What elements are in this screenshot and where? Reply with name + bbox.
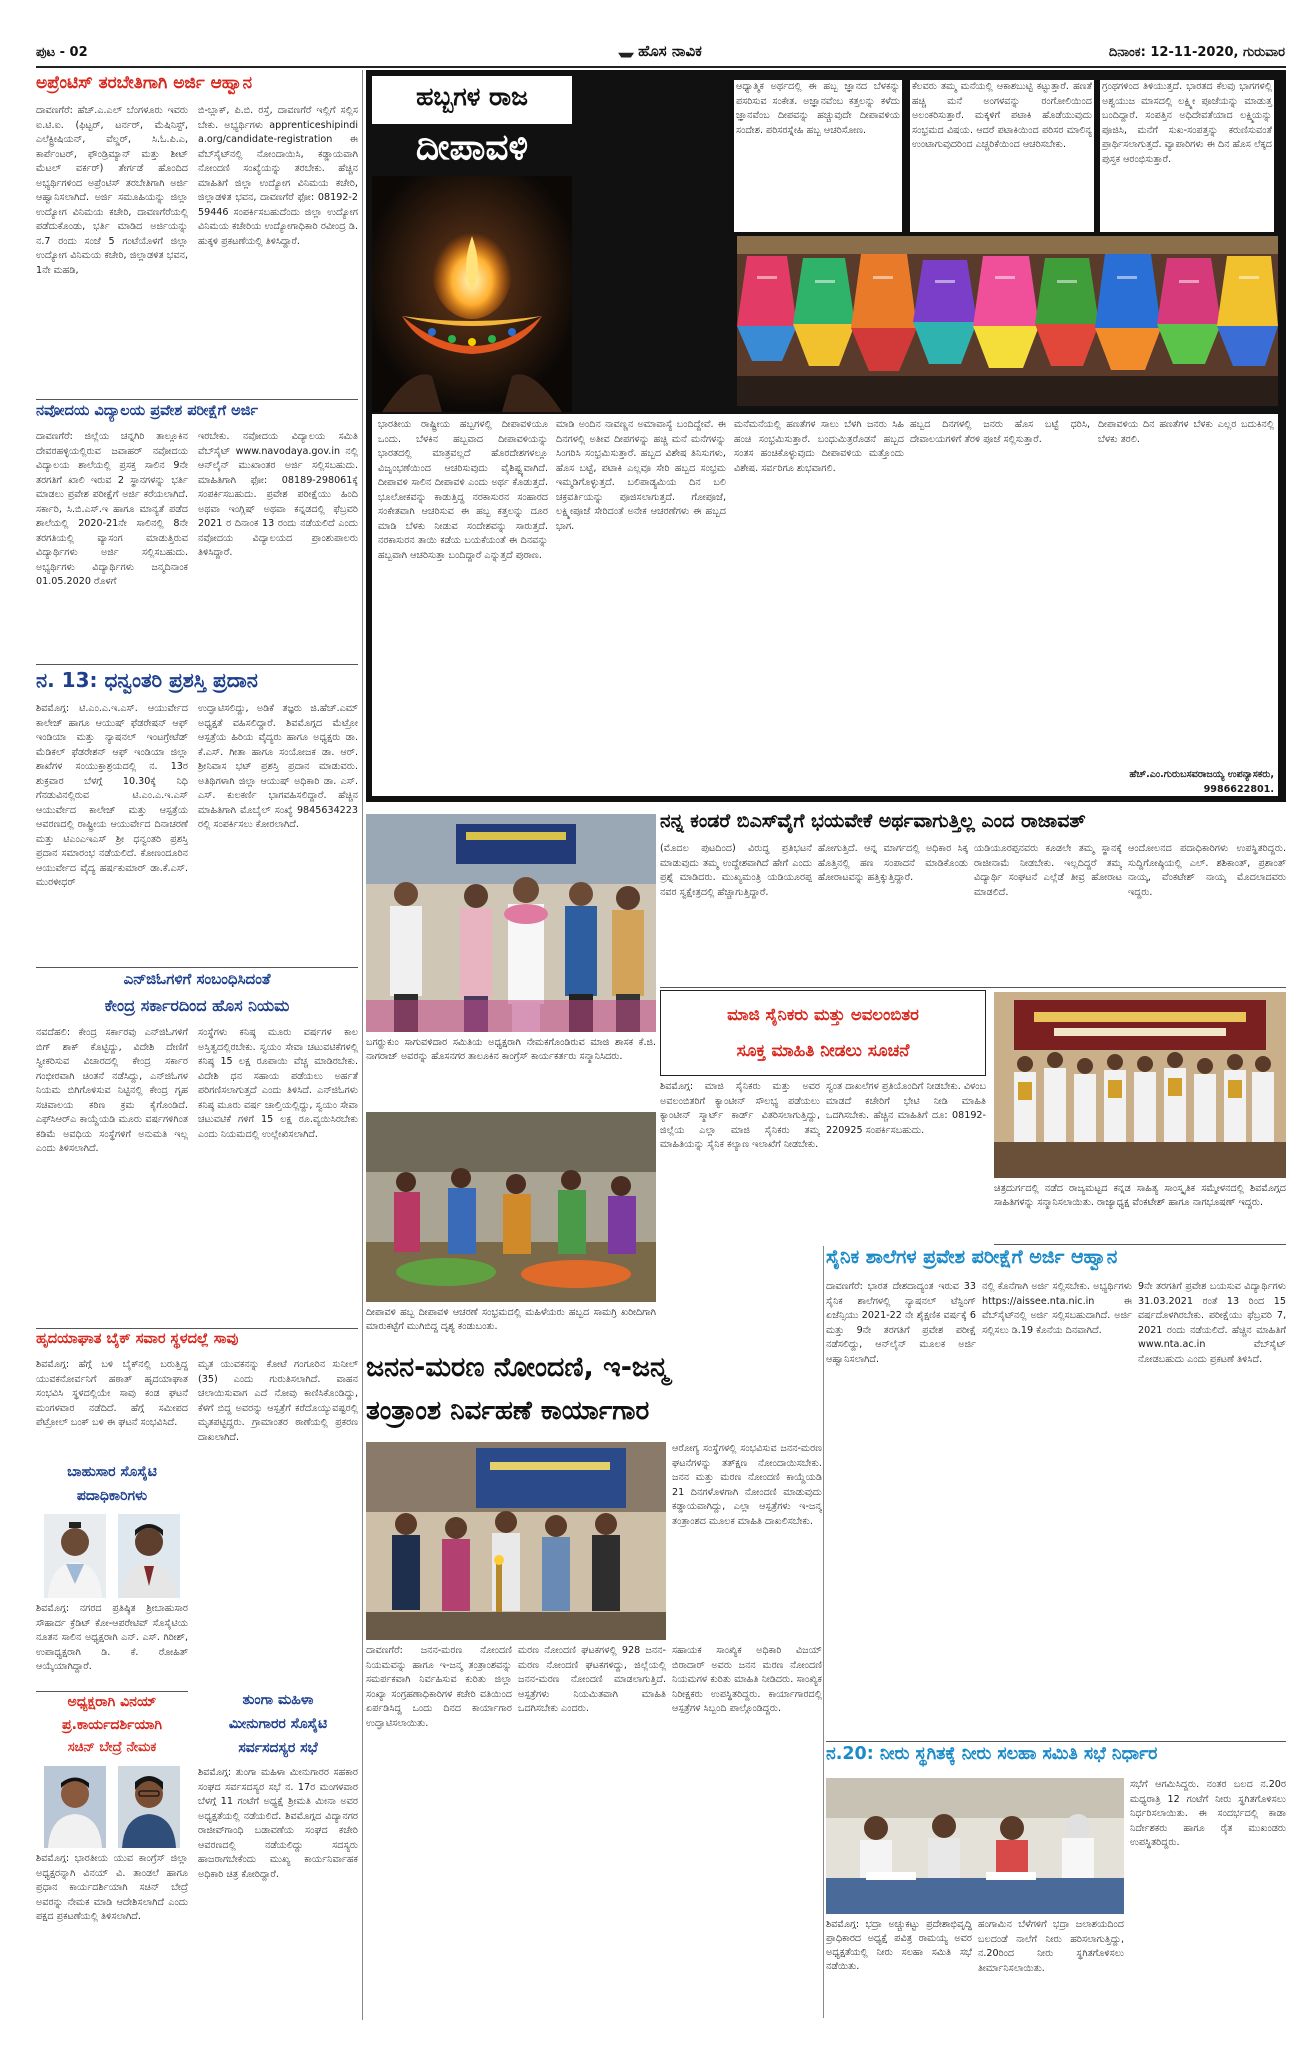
vinay-headline-3: ಸಚಿನ್ ಬೇದ್ರೆ ನೇಮಕ [67,1740,157,1755]
portrait-photo-2 [118,1514,180,1598]
deepavali-col-g: ದೀಪಾವಳಿಯ ದಿನ ಹಣತೆಗಳ ಬೆಳಕು ಎಲ್ಲರ ಬದುಕಿನಲ್ಲಿ ಬೆಳಕು ತರಲಿ. [1098,419,1274,445]
ship-logo-icon [618,46,634,58]
water-text-b: ಸಭೆಗೆ ಆಗಮಿಸಿದ್ದರು. ನಂತರ ಬಲದ ನ.20ರ ಮಧ್ಯರಾತ್ರಿ 12 ಗಂಟೆಗೆ ನೀರು ಸ್ಥಗಿತಗೊಳಿಸಲು ನಿರ್ಧರಿಸಲಾಯಿತು. ಈ ಸಂದರ್ಭದಲ್ಲಿ ಕಾಡಾ ನಿರ್ದೇಶಕರು ಹಾಗೂ ರೈತ ಮುಖಂಡರು ಉಪಸ್ಥಿತರಿದ್ದರು. [1130,1779,1286,1848]
bahusara-headline-2: ಪದಾಧಿಕಾರಿಗಳು [76,1488,148,1504]
janana-headline-1: ಜನನ-ಮರಣ ನೋಂದಣಿ, ಇ-ಜನ್ಮ [366,1352,669,1383]
soldiers-headline-box [660,990,986,1076]
ngo-text-left: ನವದೆಹಲಿ: ಕೇಂದ್ರ ಸರ್ಕಾರವು ಎನ್‍ಜಿಓಗಳಿಗೆ ಬಿಗ್ ಶಾಕ್ ಕೊಟ್ಟಿದ್ದು, ವಿದೇಶಿ ದೇಣಿಗೆ ಸ್ವೀಕರಿಸುವ ವಿಚಾರದಲ್ಲಿ ಕೇಂದ್ರ ಸರ್ಕಾರ ಗಂಭೀರವಾಗಿ ಚಿಂತನೆ ನಡೆಸಿದ್ದು, ಎನ್‍ಜಿಓಗಳ ನಿಯಮ ಬಿಗಿಗೊಳಿಸುವ ನಿಟ್ಟಿನಲ್ಲಿ ಕೇಂದ್ರ ಗೃಹ ಸಚಿವಾಲಯ ಕಠಿಣ ಕ್ರಮ ಕೈಗೊಂಡಿದೆ. ಎಫ್‍ಸಿಆರ್‍ಎ ಕಾಯ್ದೆಯಡಿ ಮೂರು ವರ್ಷಗಳಿಗಿಂತ ಕಡಿಮೆ ಅವಧಿಯ ಸಂಸ್ಥೆಗಳಿಗೆ ಅನುಮತಿ ಇಲ್ಲ ಎಂದು ತಿಳಿಸಲಾಗಿದೆ. [36,1027,188,1154]
page-number: ಪುಟ - 02 [36,45,88,60]
tunga-headline-1: ತುಂಗಾ ಮಹಿಳಾ [242,1692,314,1708]
deepavali-col-d: ಗ್ರಂಥಗಳಿಂದ ತಿಳಿಯುತ್ತದೆ. ಭಾರತದ ಕೆಲವು ಭಾಗಗಳಲ್ಲಿ ಅಶ್ವಯುಜ ಮಾಸದಲ್ಲಿ ಲಕ್ಷ್ಮೀ ಪೂಜೆಯನ್ನು ಮಾಡುತ್ತ ಬಂದಿದ್ದಾರೆ. ಸಂಪತ್ತಿನ ಅಧಿದೇವತೆಯಾದ ಲಕ್ಷ್ಮಿಯನ್ನು ಪೂಜಿಸಿ, ಮನೆಗೆ ಸುಖ-ಸಂಪತ್ತನ್ನು ಕರುಣಿಸುವಂತೆ ಪ್ರಾರ್ಥಿಸಲಾಗುತ್ತದೆ. ವ್ಯಾಪಾರಿಗಳು ಈ ದಿನ ಹೊಸ ಲೆಕ್ಕದ ಪುಸ್ತಕ ಆರಂಭಿಸುತ್ತಾರೆ. [1100,80,1274,232]
ngo-headline-1: ಎನ್‍ಜಿಓಗಳಿಗೆ ಸಂಬಂಧಿಸಿದಂತೆ [123,970,271,988]
janana-headline-2: ತಂತ್ರಾಂಶ ನಿರ್ವಹಣೆ ಕಾರ್ಯಾಗಾರ [366,1396,650,1426]
heart-attack-text-right: ಮೃತ ಯುವಕನನ್ನು ಕೋಟೆ ಗಂಗೂರಿನ ಸುನೀಲ್ (35) ಎಂದು ಗುರುತಿಸಲಾಗಿದೆ. ವಾಹನ ಚಲಾಯಿಸುವಾಗ ಎದೆ ನೋವು ಕಾಣಿಸಿಕೊಂಡಿದ್ದು, ಕೆಳಗೆ ಬಿದ್ದ ಅವರನ್ನು ಆಸ್ಪತ್ರೆಗೆ ಕರೆದೊಯ್ಯುವಷ್ಟರಲ್ಲಿ ಮೃತಪಟ್ಟಿದ್ದರು. ಗ್ರಾಮಾಂತರ ಠಾಣೆಯಲ್ಲಿ ಪ್ರಕರಣ ದಾಖಲಾಗಿದೆ. [198,1359,358,1443]
heart-attack-text-left: ಶಿವಮೊಗ್ಗ: ಹೆಗ್ಗೆ ಬಳಿ ಬೈಕ್‍ನಲ್ಲಿ ಬರುತ್ತಿದ್ದ ಯುವಕನೋರ್ವನಿಗೆ ಹಠಾತ್ ಹೃದಯಾಘಾತ ಸಂಭವಿಸಿ ಸ್ಥಳದಲ್ಲಿಯೇ ಸಾವು ಕಂಡ ಘಟನೆ ಮಂಗಳವಾರ ನಡೆದಿದೆ. ಹೆಗ್ಗೆ ಸಮೀಪದ ಪೆಟ್ರೋಲ್ ಬಂಕ್ ಬಳಿ ಈ ಘಟನೆ ಸಂಭವಿಸಿದೆ. [36,1359,188,1428]
water-caption: ಶಿವಮೊಗ್ಗ: ಭದ್ರಾ ಅಚ್ಚುಕಟ್ಟು ಪ್ರದೇಶಾಭಿವೃದ್ಧಿ ಪ್ರಾಧಿಕಾರದ ಅಧ್ಯಕ್ಷೆ ಪವಿತ್ರ ರಾಮಯ್ಯ ಅವರ ಅಧ್ಯಕ್ಷತೆಯಲ್ಲಿ ನೀರು ಸಲಹಾ ಸಮಿತಿ ಸಭೆ ನಡೆಯಿತು. [826,1919,972,1972]
navodaya-text-right: ಇರಬೇಕು. ನವೋದಯ ವಿದ್ಯಾಲಯ ಸಮಿತಿ ವೆಬ್‍ಸೈಟ್ www.navodaya.gov.in ನಲ್ಲಿ ಆನ್‍ಲೈನ್ ಮುಖಾಂತರ ಅರ್ಜಿ ಸಲ್ಲಿಸಬಹುದು. ಮಾಹಿತಿಗಾಗಿ ಫೋ: 08189-298061ಕ್ಕೆ ಸಂಪರ್ಕಿಸಬಹುದು. ಪ್ರವೇಶ ಪರೀಕ್ಷೆಯು ಹಿಂದಿ ಅಥವಾ ಇಂಗ್ಲಿಷ್ ಅಥವಾ ಕನ್ನಡದಲ್ಲಿ ಫೆಬ್ರವರಿ 2021 ರ ದಿನಾಂಕ 13 ರಂದು ನಡೆಯಲಿದೆ ಎಂದು ನವೋದಯ ವಿದ್ಯಾಲಯದ ಪ್ರಾಂಶುಪಾಲರು ತಿಳಿಸಿದ್ದಾರೆ. [198,431,358,558]
deepavali-title-2-box [372,124,572,172]
workshop-photo [366,1442,666,1640]
vinay-text: ಶಿವಮೊಗ್ಗ: ಭಾರತೀಯ ಯುವ ಕಾಂಗ್ರೆಸ್ ಜಿಲ್ಲಾ ಅಧ್ಯಕ್ಷರನ್ನಾಗಿ ವಿನಯ್ ವಿ. ತಾಂಡಲೆ ಹಾಗೂ ಪ್ರಧಾನ ಕಾರ್ಯದರ್ಶಿಯಾಗಿ ಸಚಿನ್ ಬೇದ್ರೆ ಅವರನ್ನು ನೇಮಕ ಮಾಡಿ ಆದೇಶಿಸಲಾಗಿದೆ ಎಂದು ಪಕ್ಷದ ಪ್ರಕಟಣೆಯಲ್ಲಿ ತಿಳಿಸಲಾಗಿದೆ. [36,1853,188,1922]
portrait-photo-4 [118,1766,180,1848]
janana-text-a: ದಾವಣಗೆರೆ: ಜನನ-ಮರಣ ನೋಂದಣಿ ನಿಯಮವನ್ನು ಹಾಗೂ ಇ-ಜನ್ಮ ತಂತ್ರಾಂಶವನ್ನು ಸಮರ್ಪಕವಾಗಿ ನಿರ್ವಹಿಸುವ ಕುರಿತು ಜಿಲ್ಲಾ ಸಂಖ್ಯಾ ಸಂಗ್ರಹಣಾಧಿಕಾರಿಗಳ ಕಚೇರಿ ವತಿಯಿಂದ ಏರ್ಪಡಿಸಿದ್ದ ಒಂದು ದಿನದ ಕಾರ್ಯಾಗಾರ ಉದ್ಘಾಟಿಸಲಾಯಿತು. [366,1645,512,1729]
apprentice-text-left: ದಾವಣಗೆರೆ: ಹೆಚ್.ಎ.ಎಲ್ ಬೆಂಗಳೂರು ಇವರು ಐ.ಟಿ.ಐ. (ಫಿಟ್ಟರ್, ಟರ್ನರ್, ಮೆಷಿನಿಸ್ಟ್, ಎಲೆಕ್ಟ್ರೀಷಿಯನ್, ವೆಲ್ಡರ್, ಸಿ.ಓ.ಪಿ.ಎ, ಕಾರ್ಪೆಂಟರ್, ಫೌಂಡ್ರಿಮ್ಯಾನ್ ಮತ್ತು ಶೀಟ್ ಮೆಟಲ್ ವರ್ಕರ್) ತೇರ್ಗಡೆ ಹೊಂದಿದ ಅಭ್ಯರ್ಥಿಗಳಿಂದ ಅಪ್ರೆಂಟಿಸ್ ತರಬೇತಿಗಾಗಿ ಅರ್ಜಿ ಆಹ್ವಾನಿಸಲಾಗಿದೆ. ಅರ್ಜಿ ಸಮೂಹಿಯನ್ನು ಜಿಲ್ಲಾ ಉದ್ಯೋಗ ವಿನಿಮಯ ಕಚೇರಿ, ದಾವಣಗೆರೆಯಲ್ಲಿ ಪಡೆದುಕೊಂಡು, ಭರ್ತಿ ಮಾಡಿದ ಅರ್ಜಿಯನ್ನು ನ.7 ರಂದು ಸಂಜೆ 5 ಗಂಟೆಯೊಳಗೆ ಜಿಲ್ಲಾ ಉದ್ಯೋಗ ವಿನಿಮಯ ಕಚೇರಿ, ಜಿಲ್ಲಾಡಳಿತ ಭವನ, 1ನೇ ಮಹಡಿ, [36,105,188,276]
issue-date: ದಿನಾಂಕ: 12-11-2020, ಗುರುವಾರ [1108,45,1285,60]
vinay-headline-2: ಪ್ರ.ಕಾರ್ಯದರ್ಶಿಯಾಗಿ [62,1717,162,1733]
felicitation-photo [366,814,656,1032]
navodaya-text-left: ದಾವಣಗೆರೆ: ಜಿಲ್ಲೆಯ ಚನ್ನಗಿರಿ ತಾಲ್ಲೂಕಿನ ದೇವರಹಳ್ಳಿಯಲ್ಲಿರುವ ಜವಾಹರ್ ನವೋದಯ ವಿದ್ಯಾಲಯ ಶಾಲೆಯಲ್ಲಿ ಪ್ರಸಕ್ತ ಸಾಲಿನ 9ನೇ ತರಗತಿಗೆ ಖಾಲಿ ಇರುವ 2 ಸ್ಥಾನಗಳನ್ನು ಭರ್ತಿ ಮಾಡಲು ಪ್ರವೇಶ ಪರೀಕ್ಷೆಗೆ ಅರ್ಜಿ ಕರೆಯಲಾಗಿದೆ. ಸರ್ಕಾರಿ, ಸಿ.ಬಿ.ಎಸ್.ಇ ಹಾಗೂ ಮಾನ್ಯತೆ ಪಡೆದ ಶಾಲೆಯಲ್ಲಿ 2020-21ನೇ ಸಾಲಿನಲ್ಲಿ 8ನೇ ತರಗತಿಯಲ್ಲಿ ವ್ಯಾಸಂಗ ಮಾಡುತ್ತಿರುವ ವಿದ್ಯಾರ್ಥಿಗಳು ಅರ್ಜಿ ಸಲ್ಲಿಸಬಹುದು. ಅಭ್ಯರ್ಥಿಗಳು ವಿದ್ಯಾರ್ಥಿಗಳು ಜನ್ಮದಿನಾಂಕ 01.05.2020 ರೊಳಗೆ [36,431,188,587]
lanterns-photo [737,236,1278,406]
apprentice-headline: ಅಪ್ರೆಂಟಿಸ್ ತರಬೇತಿಗಾಗಿ ಅರ್ಜಿ ಆಹ್ವಾನ [36,73,253,93]
water-meeting-photo [826,1778,1124,1914]
bahusara-headline-1: ಬಾಹುಸಾರ ಸೊಸೈಟಿ [67,1464,157,1480]
rajawat-headline: ನನ್ನ ಕಂಡರೆ ಬಿಎಸ್‍ವೈಗೆ ಭಯವೇಕೆ ಅರ್ಥವಾಗುತ್ತಿಲ್ಲ ಎಂದ ರಾಜಾವತ್ [660,810,1086,832]
tunga-text: ಶಿವಮೊಗ್ಗ: ತುಂಗಾ ಮಹಿಳಾ ಮೀನುಗಾರರ ಸಹಕಾರ ಸಂಘದ ಸರ್ವಸದಸ್ಯರ ಸಭೆ ನ. 17ರ ಮಂಗಳವಾರ ಬೆಳಗ್ಗೆ 11 ಗಂಟೆಗೆ ಅಧ್ಯಕ್ಷೆ ಶ್ರೀಮತಿ ಮೀನಾ ಅವರ ಅಧ್ಯಕ್ಷತೆಯಲ್ಲಿ ನಡೆಯಲಿದೆ. ಶಿವಮೊಗ್ಗದ ವಿದ್ಯಾನಗರ ರಾಜೀವ್‍ಗಾಂಧಿ ಬಡಾವಣೆಯ ಸಂಘದ ಕಚೇರಿ ಆವರಣದಲ್ಲಿ ನಡೆಯಲಿದ್ದು ಸದಸ್ಯರು ಹಾಜರಾಗಬೇಕೆಂದು ಮುಖ್ಯ ಕಾರ್ಯನಿರ್ವಾಹಕ ಅಧಿಕಾರಿ ಚಿತ್ರ ಕೋರಿದ್ದಾರೆ. [198,1767,358,1880]
deepavali-col-c: ಆಧ್ಯಾತ್ಮಿಕ ಅರ್ಥದಲ್ಲಿ ಈ ಹಬ್ಬ ಜ್ಞಾನದ ಬೆಳಕನ್ನು ಪಸರಿಸುವ ಸಂಕೇತ. ಅಜ್ಞಾನವೆಂಬ ಕತ್ತಲನ್ನು ಕಳೆದು ಜ್ಞಾನವೆಂಬ ದೀಪವನ್ನು ಹಚ್ಚುವುದೇ ದೀಪಾವಳಿಯ ಸಂದೇಶ. ಪರಿಸರಸ್ನೇಹಿ ಹಬ್ಬ ಆಚರಿಸೋಣ. [734,80,902,232]
bahusara-text: ಶಿವಮೊಗ್ಗ: ನಗರದ ಪ್ರತಿಷ್ಠಿತ ಶ್ರೀಬಾಹುಸಾರ ಸೌಹಾರ್ದ ಕ್ರೆಡಿಟ್ ಕೋ-ಆಪರೇಟಿವ್ ಸೊಸೈಟಿಯ ನೂತನ ಸಾಲಿನ ಅಧ್ಯಕ್ಷರಾಗಿ ಎನ್. ಎಸ್. ಗಿರೀಶ್, ಉಪಾಧ್ಯಕ್ಷರಾಗಿ ಡಿ. ಕೆ. ರೋಹಿತ್ ಆಯ್ಕೆಯಾಗಿದ್ದಾರೆ. [36,1603,188,1672]
dhanvantari-text-left: ಶಿವಮೊಗ್ಗ: ಟಿ.ಎಂ.ಎ.ಇ.ಎಸ್. ಆಯುರ್ವೇದ ಕಾಲೇಜ್ ಹಾಗೂ ಆಯುಷ್ ಫೆಡರೇಷನ್ ಆಫ್ ಇಂಡಿಯಾ ಮತ್ತು ನ್ಯಾಷನಲ್ ಇಂಟಗ್ರೇಟೆಡ್ ಮೆಡಿಕಲ್ ಫೆಡರೇಶನ್ ಆಫ್ ಇಂಡಿಯಾ ಜಿಲ್ಲಾ ಶಾಖೆಗಳ ಸಂಯುಕ್ತಾಶ್ರಯದಲ್ಲಿ ನ. 13ರ ಶುಕ್ರವಾರ ಬೆಳಗ್ಗೆ 10.30ಕ್ಕೆ ನಿಧಿ ಗೆನಡುವಿನಲ್ಲಿರುವ ಟಿ.ಎಂ.ಎ.ಇ.ಎಸ್ ಆಯುರ್ವೇದ ಕಾಲೇಜ್ ಮತ್ತು ಆಸ್ಪತ್ರೆಯ ಆವರಣದಲ್ಲಿ ರಾಷ್ಟ್ರೀಯ ಆಯುರ್ವೇದ ದಿನಾಚರಣೆ ಮತ್ತು ಟಿಎಂಎಇಎಸ್ ಶ್ರೀ ಧನ್ವಂತರಿ ಪ್ರಶಸ್ತಿ ಪ್ರದಾನ ಸಮಾರಂಭ ನಡೆಯಲಿದೆ. ಕೋಣಂದೂರಿನ ಆಯುರ್ವೇದ ವೈದ್ಯ ಹರ್ಷಕುಮಾರ್ ಡಾ.ಕೆ.ಎಸ್. ಮುರಳೀಧರ್ [36,703,188,888]
felicitation-caption: ಬಗರ್‍ಹುಕುಂ ಸಾಗುವಳಿದಾರ ಸಮಿತಿಯ ಅಧ್ಯಕ್ಷರಾಗಿ ನೇಮಕಗೊಂಡಿರುವ ಮಾಜಿ ಶಾಸಕ ಕೆ.ಜಿ. ನಾಗರಾಜ್ ಅವರನ್ನು ಹೊಸನಗರ ತಾಲೂಕಿನ ಕಾಂಗ್ರೆಸ್ ಕಾರ್ಯಕರ್ತರು ಸನ್ಮಾನಿಸಿದರು. [366,1037,656,1062]
water-text-a: ಹಂಗಾಮಿನ ಬೆಳೆಗಳಿಗೆ ಭದ್ರಾ ಜಲಾಶಯದಿಂದ ಬಲದಂಡೆ ನಾಲೆಗೆ ನೀರು ಹರಿಸಲಾಗುತ್ತಿದ್ದು, ನ.20ರಿಂದ ನೀರು ಸ್ಥಗಿತಗೊಳಿಸಲು ತೀರ್ಮಾನಿಸಲಾಯಿತು. [978,1919,1124,1974]
vinay-headline-1: ಅಧ್ಯಕ್ಷರಾಗಿ ವಿನಯ್ [67,1694,157,1710]
portrait-photo-1 [44,1514,106,1598]
rajawat-text-c: ಯಡಿಯೂರಪ್ಪನವರು ಕೂಡಲೇ ತಮ್ಮ ಸ್ಥಾನಕ್ಕೆ ರಾಜೀನಾಮೆ ನೀಡಬೇಕು. ಇಲ್ಲದಿದ್ದರೆ ತಮ್ಮ ವಿದ್ಯಾರ್ಥಿ ಸಂಘಟನೆ ಎಲ್ಲೆಡೆ ತೀವ್ರ ಹೋರಾಟ ಮಾಡಲಿದೆ. [974,843,1122,898]
rajawat-text-b: ಹೋಗುತ್ತಿದೆ. ಆನ್ನ ಮಾರ್ಗದಲ್ಲಿ ಅಧಿಕಾರ ಸಿಕ್ಕ ಹೊತ್ತಿನಲ್ಲಿ ಹಣ ಸಂಪಾದನೆ ಮಾಡಿಕೊಂಡು ಹೋರಾಟವನ್ನು ಹತ್ತಿಕ್ಕುತ್ತಿದ್ದಾರೆ. [818,843,968,883]
deepavali-byline: ಹೆಚ್.ಎಂ.ಗುರುಬಸವರಾಜಯ್ಯ ಉಪನ್ಯಾಸಕರು, 9986622801. [1129,769,1274,795]
ngo-headline-2: ಕೇಂದ್ರ ಸರ್ಕಾರದಿಂದ ಹೊಸ ನಿಯಮ [104,996,290,1015]
soldiers-headline-2: ಸೂಕ್ತ ಮಾಹಿತಿ ನೀಡಲು ಸೂಚನೆ [736,1041,910,1061]
dhanvantari-headline: ನ. 13: ಧನ್ವಂತರಿ ಪ್ರಶಸ್ತಿ ಪ್ರದಾನ [36,668,258,692]
apprentice-text-right: ಬಿ-ಬ್ಲಾಕ್, ಪಿ.ಬಿ. ರಸ್ತೆ, ದಾವಣಗೆರೆ ಇಲ್ಲಿಗೆ ಸಲ್ಲಿಸಬೇಕು. ಅಭ್ಯರ್ಥಿಗಳು apprenticeshipindia.org/candidate-registration ಈ ವೆಬ್‍ಸೈಟ್‍ನಲ್ಲಿ ನೋಂದಾಯಿಸಿ, ಕಡ್ಡಾಯವಾಗಿ ನೋಂದಣಿ ಸಂಖ್ಯೆಯನ್ನು ತರಬೇಕು. ಹೆಚ್ಚಿನ ಮಾಹಿತಿಗೆ ಜಿಲ್ಲಾ ಉದ್ಯೋಗ ವಿನಿಮಯ ಕಚೇರಿ, ಜಿಲ್ಲಾಡಳಿತ ಭವನ, ದಾವಣಗೆರೆ ಫೋ: 08192-259446 ಸಂಪರ್ಕಿಸಬಹುದೆಂದು ಜಿಲ್ಲಾ ಉದ್ಯೋಗ ವಿನಿಮಯ ಕಚೇರಿಯ ಉದ್ಯೋಗಾಧಿಕಾರಿ ರವೀಂದ್ರ ಡಿ. ಹುಕ್ಕಳಿ ಪ್ರಕಟಣೆಯಲ್ಲಿ ತಿಳಿಸಿದ್ದಾರೆ. [198,105,358,247]
deepavali-col-c2: ಕೆಲವರು ತಮ್ಮ ಮನೆಯಲ್ಲಿ ಆಕಾಶಬುಟ್ಟಿ ಕಟ್ಟುತ್ತಾರೆ. ಹಣತೆ ಹಚ್ಚಿ ಮನೆ ಅಂಗಳವನ್ನು ರಂಗೋಲಿಯಿಂದ ಅಲಂಕರಿಸುತ್ತಾರೆ. ಮಕ್ಕಳಿಗೆ ಪಟಾಕಿ ಹೊಡೆಯುವುದು ಸಂಭ್ರಮದ ವಿಷಯ. ಆದರೆ ಪಟಾಕಿಯಿಂದ ಪರಿಸರ ಮಾಲಿನ್ಯ ಉಂಟಾಗುವುದರಿಂದ ಎಚ್ಚರಿಕೆಯಿಂದ ಆಚರಿಸಬೇಕು. [910,80,1094,232]
rajawat-text-a: (ಮೊದಲ ಪುಟದಿಂದ) ವಿರುದ್ಧ ಪ್ರತಿಭಟನೆ ಮಾಡುವುದು ತಮ್ಮ ಉದ್ದೇಶವಾಗಿದೆ ಹೇಗೆ ಎಂದು ಪ್ರಶ್ನೆ ಮಾಡಿದರು. ಮುಖ್ಯಮಂತ್ರಿ ಯಡಿಯೂರಪ್ಪ ನವರ ಸ್ವಕ್ಷೇತ್ರದಲ್ಲಿ ಹೆಚ್ಚಾಗುತ್ತಿದ್ದಾರೆ. [660,843,812,898]
sainik-text-b: ನಲ್ಲಿ ಕೊನೆಗಾಗಿ ಅರ್ಜಿ ಸಲ್ಲಿಸಬೇಕು. ಅಭ್ಯರ್ಥಿಗಳು https://aissee.nta.nic.in ಈ ವೆಬ್‍ಸೈಟ್‍ನಲ್ಲಿ ಅರ್ಜಿ ಸಲ್ಲಿಸಬಹುದಾಗಿದೆ. ಅರ್ಜಿ ಸಲ್ಲಿಸಲು ಡಿ.19 ಕೊನೆಯ ದಿನವಾಗಿದೆ. [982,1281,1132,1336]
market-photo [366,1112,656,1302]
soldiers-text-a: ಶಿವಮೊಗ್ಗ: ಮಾಜಿ ಸೈನಿಕರು ಮತ್ತು ಅವರ ಅವಲಂಬಿತರಿಗೆ ಕ್ಯಾಂಟೀನ್ ಸೌಲಭ್ಯ ಪಡೆಯಲು ಕ್ಯಾಂಟೀನ್ ಸ್ಮಾರ್ಟ್ ಕಾರ್ಡ್ ವಿತರಿಸಲಾಗುತ್ತಿದ್ದು, ಜಿಲ್ಲೆಯ ಎಲ್ಲಾ ಮಾಜಿ ಸೈನಿಕರು ತಮ್ಮ ಮಾಹಿತಿಯನ್ನು ಸೈನಿಕ ಕಲ್ಯಾಣ ಇಲಾಖೆಗೆ ನೀಡಬೇಕು. [660,1081,820,1150]
tunga-headline-3: ಸರ್ವಸದಸ್ಯರ ಸಭೆ [238,1740,318,1756]
deepavali-col-f: ಹಬ್ಬದ ದಿನಗಳಲ್ಲಿ ಜನರು ಹೊಸ ಬಟ್ಟೆ ಧರಿಸಿ, ದೇವಾಲಯಗಳಿಗೆ ತೆರಳಿ ಪೂಜೆ ಸಲ್ಲಿಸುತ್ತಾರೆ. [910,419,1090,445]
tunga-headline-2: ಮೀನುಗಾರರ ಸೊಸೈಟಿ [228,1716,328,1732]
navodaya-headline: ನವೋದಯ ವಿದ್ಯಾಲಯ ಪ್ರವೇಶ ಪರೀಕ್ಷೆಗೆ ಅರ್ಜಿ [36,403,258,419]
sahitya-caption: ಚಿತ್ರದುರ್ಗದಲ್ಲಿ ನಡೆದ ರಾಜ್ಯಮಟ್ಟದ ಕನ್ನಡ ಸಾಹಿತ್ಯ ಸಾಂಸ್ಕೃತಿಕ ಸಮ್ಮೇಳನದಲ್ಲಿ ಶಿವಮೊಗ್ಗದ ಸಾಹಿತಿಗಳನ್ನು ಸನ್ಮಾನಿಸಲಾಯಿತು. ರಾಜ್ಯಾಧ್ಯಕ್ಷ ವೆಂಕಟೇಶ್ ಹಾಗೂ ನಾಗಭೂಷಣ್ ಇದ್ದರು. [994,1183,1286,1208]
ngo-text-right: ಸಂಸ್ಥೆಗಳು ಕನಿಷ್ಠ ಮೂರು ವರ್ಷಗಳ ಕಾಲ ಅಸ್ತಿತ್ವದಲ್ಲಿರಬೇಕು. ಸ್ವಯಂ ಸೇವಾ ಚಟುವಟಿಕೆಗಳಲ್ಲಿ ಕನಿಷ್ಠ 15 ಲಕ್ಷ ರೂಪಾಯಿ ವೆಚ್ಚ ಮಾಡಿರಬೇಕು. ವಿದೇಶಿ ಧನ ಸಹಾಯ ಪಡೆಯಲು ಅರ್ಹತೆ ಪರಿಗಣಿಸಲಾಗುತ್ತದೆ ಎಂದು ತಿಳಿಸಿದೆ. ಎನ್‍ಜಿಓಗಳು ಕನಿಷ್ಠ ಮೂರು ವರ್ಷ ಚಾಲ್ತಿಯಲ್ಲಿದ್ದು, ಸ್ವಯಂ ಸೇವಾ ಚಟುವಟಿಕೆ ಗಳಿಗೆ 15 ಲಕ್ಷ ರೂ.ವ್ಯಯಿಸಿರಬೇಕು ಎಂದು ನಿಯಮದಲ್ಲಿ ಉಲ್ಲೇಖಿಸಲಾಗಿದೆ. [198,1027,358,1140]
dhanvantari-text-right: ಉದ್ಘಾಟಿಸಲಿದ್ದು, ಅಡಿಕೆ ತಜ್ಞರು ಜಿ.ಹೆಚ್.ಎಮ್ ಅಧ್ಯಕ್ಷತೆ ವಹಿಸಲಿದ್ದಾರೆ. ಶಿವಮೊಗ್ಗದ ಮೆಟ್ರೋ ಆಸ್ಪತ್ರೆಯ ಹಿರಿಯ ವೈದ್ಯರು ಹಾಗೂ ಅಧ್ಯಕ್ಷರು ಡಾ. ಕೆ.ಎಸ್. ಗೀತಾ ಹಾಗೂ ಸಂಯೋಜಕ ಡಾ. ಆರ್. ಶ್ರೀನಿವಾಸ ಭಟ್ ಪ್ರಶಸ್ತಿ ಪ್ರದಾನ ಮಾಡುವರು. ಅತಿಥಿಗಳಾಗಿ ಜಿಲ್ಲಾ ಆಯುಷ್ ಅಧಿಕಾರಿ ಡಾ. ಎಸ್. ಎಸ್. ಕುಲಕರ್ಣಿ ಭಾಗವಹಿಸಲಿದ್ದಾರೆ. ಹೆಚ್ಚಿನ ಮಾಹಿತಿಗಾಗಿ ಮೊಬೈಲ್ ಸಂಖ್ಯೆ 9845634223 ರಲ್ಲಿ ಸಂಪರ್ಕಿಸಲು ಕೋರಲಾಗಿದೆ. [198,703,358,830]
sainik-text-c: 9ನೇ ತರಗತಿಗೆ ಪ್ರವೇಶ ಬಯಸುವ ವಿದ್ಯಾರ್ಥಿಗಳು 31.03.2021 ರಂತೆ 13 ರಿಂದ 15 ವರ್ಷದೊಳಗಿರಬೇಕು. ಪರೀಕ್ಷೆಯು ಫೆಬ್ರವರಿ 7, 2021 ರಂದು ನಡೆಯಲಿದೆ. ಹೆಚ್ಚಿನ ಮಾಹಿತಿಗೆ www.nta.ac.in ವೆಬ್‍ಸೈಟ್ ನೋಡಬಹುದು ಎಂದು ಪ್ರಕಟಣೆ ತಿಳಿಸಿದೆ. [1138,1281,1286,1365]
diya-photo [372,176,572,412]
deepavali-col-e: ಮನೆಮನೆಯಲ್ಲಿ ಹಣತೆಗಳ ಸಾಲು ಬೆಳಗಿ ಜನರು ಸಿಹಿ ಹಂಚಿ ಸಂಭ್ರಮಿಸುತ್ತಾರೆ. ಬಂಧುಮಿತ್ರರೊಡನೆ ಹಬ್ಬದ ಸಂತಸ ಹಂಚಿಕೊಳ್ಳುವುದು ದೀಪಾವಳಿಯ ಮತ್ತೊಂದು ವಿಶೇಷ. ಸರ್ವರಿಗೂ ಶುಭವಾಗಲಿ. [734,419,904,474]
deepavali-title-1: ಹಬ್ಬಗಳ ರಾಜ [416,82,528,111]
soldiers-text-b: ಸ್ವಂತ ದಾಖಲೆಗಳ ಪ್ರತಿಯೊಂದಿಗೆ ನೀಡಬೇಕು. ವಿಳಂಬ ಮಾಡದೆ ಕಚೇರಿಗೆ ಭೇಟಿ ನೀಡಿ ಮಾಹಿತಿ ಒದಗಿಸಬೇಕು. ಹೆಚ್ಚಿನ ಮಾಹಿತಿಗೆ ದೂ: 08192-220925 ಸಂಪರ್ಕಿಸಬಹುದು. [826,1081,986,1136]
janana-text-b: ಮರಣ ನೋಂದಣಿ ಘಟಕಗಳಲ್ಲಿ 928 ಜನನ-ಮರಣ ನೋಂದಣಿ ಘಟಕಗಳಿದ್ದು, ಜಿಲ್ಲೆಯಲ್ಲಿ ಜನನ-ಮರಣ ನೋಂದಣಿ ಮಾಡಲಾಗುತ್ತಿದೆ. ಆಸ್ಪತ್ರೆಗಳು ನಿಯಮಿತವಾಗಿ ಮಾಹಿತಿ ಒದಗಿಸಬೇಕು ಎಂದರು. [518,1645,666,1714]
deepavali-col-b: ಮಾಡಿ ಅಂದಿನ ನಾವಣ್ಣನ ಅಮಾವಾಸ್ಯೆ ಬಂದಿದ್ದೇವೆ. ಈ ದಿನಗಳಲ್ಲಿ ಅತೀವ ದೀಪಗಳನ್ನು ಹಚ್ಚಿ ಮನೆ ಮನೆಗಳನ್ನು ಸಿಂಗರಿಸಿ ಸಂಭ್ರಮಿಸುತ್ತಾರೆ. ಹಬ್ಬದ ವಿಶೇಷ ತಿನಿಸುಗಳು, ಹೊಸ ಬಟ್ಟೆ, ಪಟಾಕಿ ಎಲ್ಲವೂ ಸೇರಿ ಹಬ್ಬದ ಸಂಭ್ರಮ ಇಮ್ಮಡಿಗೊಳ್ಳುತ್ತದೆ. ಬಲಿಪಾಡ್ಯಮಿಯ ದಿನ ಬಲಿ ಚಕ್ರವರ್ತಿಯನ್ನು ಪೂಜಿಸಲಾಗುತ್ತದೆ. ಗೋಪೂಜೆ, ಲಕ್ಷ್ಮೀಪೂಜೆ ಸೇರಿದಂತೆ ಅನೇಕ ಆಚರಣೆಗಳು ಈ ಹಬ್ಬದ ಭಾಗ. [556,419,726,532]
soldiers-headline-1: ಮಾಜಿ ಸೈನಿಕರು ಮತ್ತು ಅವಲಂಬಿತರ [727,1005,919,1024]
sainik-text-a: ದಾವಣಗೆರೆ: ಭಾರತ ದೇಶದಾದ್ಯಂತ ಇರುವ 33 ಸೈನಿಕ ಶಾಲೆಗಳಲ್ಲಿ ನ್ಯಾಷನಲ್ ಟೆಸ್ಟಿಂಗ್ ಏಜೆನ್ಸಿಯು 2021-22 ನೇ ಶೈಕ್ಷಣಿಕ ವರ್ಷಕ್ಕೆ 6 ಮತ್ತು 9ನೇ ತರಗತಿಗೆ ಪ್ರವೇಶ ಪರೀಕ್ಷೆ ನಡೆಸಲಿದ್ದು, ಆನ್‍ಲೈನ್ ಮೂಲಕ ಅರ್ಜಿ ಆಹ್ವಾನಿಸಲಾಗಿದೆ. [826,1281,976,1365]
janana-text-c: ಸಹಾಯಕ ಸಾಂಖ್ಯಿಕ ಅಧಿಕಾರಿ ವಿಜಯ್ ಬಿರಾದಾರ್ ಅವರು ಜನನ ಮರಣ ನೋಂದಣಿ ನಿಯಮಗಳ ಕುರಿತು ಮಾಹಿತಿ ನೀಡಿದರು. ಸಾಂಖ್ಯಿಕ ನಿರೀಕ್ಷಕರು ಉಪಸ್ಥಿತರಿದ್ದರು. ಕಾರ್ಯಾಗಾರದಲ್ಲಿ ಆಸ್ಪತ್ರೆಗಳ ಸಿಬ್ಬಂದಿ ಪಾಲ್ಗೊಂಡಿದ್ದರು. [672,1645,822,1714]
water-headline: ನ.20: ನೀರು ಸ್ಥಗಿತಕ್ಕೆ ನೀರು ಸಲಹಾ ಸಮಿತಿ ಸಭೆ ನಿರ್ಧಾರ [826,1744,1158,1764]
rajawat-text-d: ಆಂದೋಲನದ ಪದಾಧಿಕಾರಿಗಳು ಉಪಸ್ಥಿತರಿದ್ದರು. ಸುದ್ದಿಗೋಷ್ಠಿಯಲ್ಲಿ ಎಲ್. ಶಶಿಕಾಂತ್, ಪ್ರಶಾಂತ್ ನಾಯ್ಕ, ವೆಂಕಟೇಶ್ ನಾಯ್ಕ ಮೊದಲಾದವರು ಇದ್ದರು. [1128,843,1286,898]
market-caption: ದೀಪಾವಳಿ ಹಬ್ಬ ದೀಪಾವಳಿ ಆಚರಣೆ ಸಂಭ್ರಮದಲ್ಲಿ ಮಹಿಳೆಯರು ಹಬ್ಬದ ಸಾಮಗ್ರಿ ಖರೀದಿಗಾಗಿ ಮಾರುಕಟ್ಟೆಗೆ ಮುಗಿಬಿದ್ದ ದೃಶ್ಯ ಕಂಡುಬಂತು. [366,1307,656,1332]
sainik-headline: ಸೈನಿಕ ಶಾಲೆಗಳ ಪ್ರವೇಶ ಪರೀಕ್ಷೆಗೆ ಅರ್ಜಿ ಆಹ್ವಾನ [826,1246,1118,1268]
sahitya-photo [994,992,1286,1178]
janana-text-top: ಆರೋಗ್ಯ ಸಂಸ್ಥೆಗಳಲ್ಲಿ ಸಂಭವಿಸುವ ಜನನ-ಮರಣ ಘಟನೆಗಳನ್ನು ತತ್‍ಕ್ಷಣ ನೋಂದಾಯಿಸಬೇಕು. ಜನನ ಮತ್ತು ಮರಣ ನೋಂದಣಿ ಕಾಯ್ದೆಯಡಿ 21 ದಿನಗಳೊಳಗಾಗಿ ನೋಂದಣಿ ಮಾಡುವುದು ಕಡ್ಡಾಯವಾಗಿದ್ದು, ಎಲ್ಲಾ ಆಸ್ಪತ್ರೆಗಳು ಇ-ಜನ್ಮ ತಂತ್ರಾಂಶದ ಮೂಲಕ ಮಾಹಿತಿ ದಾಖಲಿಸಬೇಕು. [672,1443,822,1527]
heart-attack-headline: ಹೃದಯಾಘಾತ ಬೈಕ್ ಸವಾರ ಸ್ಥಳದಲ್ಲೆ ಸಾವು [36,1331,239,1347]
portrait-photo-3 [44,1766,106,1848]
deepavali-col-a: ಭಾರತೀಯ ರಾಷ್ಟ್ರೀಯ ಹಬ್ಬಗಳಲ್ಲಿ ದೀಪಾವಳಿಯೂ ಒಂದು. ಬೆಳಕಿನ ಹಬ್ಬವಾದ ದೀಪಾವಳಿಯನ್ನು ಭಾರತದಲ್ಲಿ ಮಾತ್ರವಲ್ಲದೆ ಹೊರದೇಶಗಳಲ್ಲೂ ವಿಜೃಂಭಣೆಯಿಂದ ಆಚರಿಸುವುದು ವೈಶಿಷ್ಟ್ಯವಾಗಿದೆ. ದೀಪಾವಳಿ ಸಾಲಿನ ದೀಪಾವಳಿ ಎಂದು ಅರ್ಥ ಕೊಡುತ್ತದೆ. ಭೂಲೋಕವನ್ನು ಕಾಡುತ್ತಿದ್ದ ನರಕಾಸುರನ ಸಂಹಾರದ ಸಂಕೇತವಾಗಿ ಆಚರಿಸುವ ಈ ಹಬ್ಬ ಕತ್ತಲನ್ನು ದೂರ ಮಾಡಿ ಬೆಳಕು ನೀಡುವ ಸಂದೇಶವನ್ನು ಸಾರುತ್ತದೆ. ನರಕಾಸುರನ ತಾಯಿ ಕಡೆಯ ಬಯಕೆಯಂತೆ ಈ ದಿನವನ್ನು ಹಬ್ಬವಾಗಿ ಆಚರಿಸುತ್ತಾ ಬಂದಿದ್ದಾರೆ ಎನ್ನುತ್ತದೆ ಪುರಾಣ. [378,419,548,561]
masthead: ಹೊಸ ನಾವಿಕ [560,42,760,66]
deepavali-title-2: ದೀಪಾವಳಿ [415,127,529,168]
